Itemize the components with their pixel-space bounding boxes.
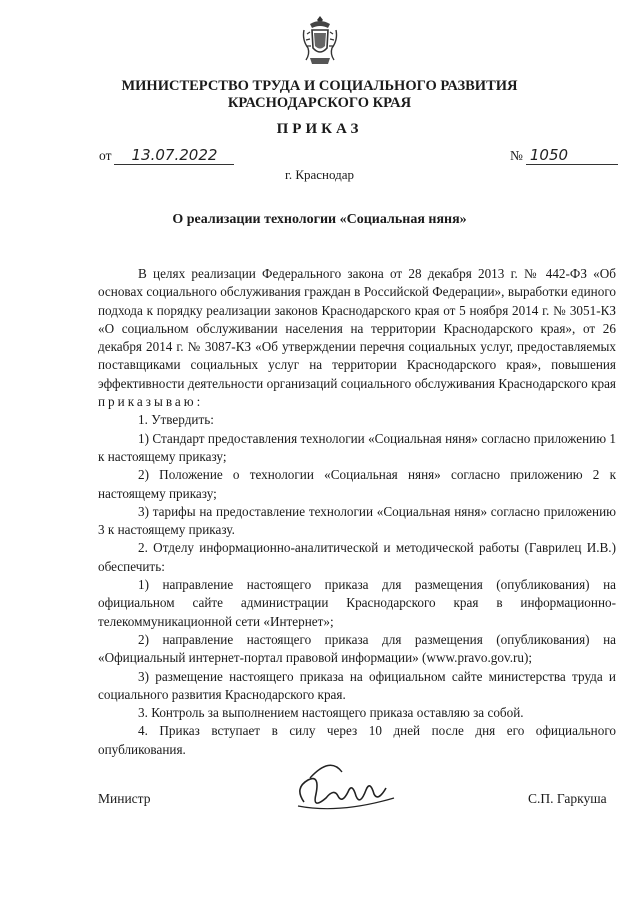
- ministry-line-1: МИНИСТЕРСТВО ТРУДА И СОЦИАЛЬНОГО РАЗВИТИЯ: [121, 78, 518, 94]
- signatory-name: С.П. Гаркуша: [528, 791, 607, 806]
- date-value: 13.07.2022: [114, 146, 234, 165]
- item-1-1: 1) Стандарт предоставления технологии «Социальная няня» согласно приложению 1 к настоящему приказу;: [98, 430, 616, 464]
- order-date: [99, 146, 234, 165]
- number-prefix: №: [510, 148, 523, 163]
- item-2: 2. Отделу информационно-аналитической и методической работы (Гаврилец И.В.) обеспечить:: [98, 540, 616, 574]
- item-1-3: 3) тарифы на предоставление технологии «Социальная няня» согласно приложению 3 к настоящему приказу.: [98, 503, 616, 538]
- intro-paragraph: [98, 265, 616, 411]
- item-4: 4. Приказ вступает в силу через 10 дней после дня его официального опубликования.: [98, 723, 616, 757]
- order-title: ПРИКАЗ: [276, 121, 363, 137]
- city: г. Краснодар: [284, 167, 355, 182]
- item-2-1: 1) направление настоящего приказа для размещения (опубликования) на официальном сайте администрации Краснодарского края в информационно-телекоммуникационной сети «Интернет»;: [98, 577, 616, 629]
- intro-text: В целях реализации Федерального закона от 28 декабря 2013 г. № 442-ФЗ «Об основах социального обслуживания граждан в Российской Федерации», выработки единого подхода к порядку реализации законов Краснодарского края от 5 ноября 2014 г. № 3051-КЗ «О социальном обслуживании населения на территории Краснодарского края», от 26 декабря 2014 г. № 3087-КЗ «Об утверждении перечня социальных услуг, предоставляемых поставщиками социальных услуг на территории Краснодарского края», повышения эффективности деятельности организаций социального обслуживания Краснодарского края: [98, 266, 616, 391]
- item-2-3: 3) размещение настоящего приказа на официальном сайте министерства труда и социального развития Краснодарского края.: [98, 668, 616, 702]
- order-word: приказываю:: [98, 394, 204, 410]
- date-prefix: от: [99, 148, 112, 163]
- order-number: [510, 146, 618, 165]
- signatory-title: Министр: [98, 791, 151, 806]
- coat-of-arms-icon: [300, 14, 340, 66]
- item-2-2: 2) направление настоящего приказа для размещения (опубликования) на «Официальный интернет-портал правовой информации» (www.pravo.gov.ru);: [98, 631, 616, 666]
- order-body: [98, 265, 616, 759]
- item-1-2: 2) Положение о технологии «Социальная няня» согласно приложению 2 к настоящему приказу;: [98, 467, 616, 501]
- number-value: 1050: [526, 146, 618, 165]
- ministry-name: [60, 78, 579, 112]
- item-1: 1. Утвердить:: [138, 412, 214, 428]
- item-3: 3. Контроль за выполнением настоящего приказа оставляю за собой.: [138, 705, 524, 721]
- ministry-line-2: КРАСНОДАРСКОГО КРАЯ: [227, 95, 412, 111]
- order-subject: О реализации технологии «Социальная няня»: [172, 212, 467, 227]
- signature-icon: [290, 758, 400, 818]
